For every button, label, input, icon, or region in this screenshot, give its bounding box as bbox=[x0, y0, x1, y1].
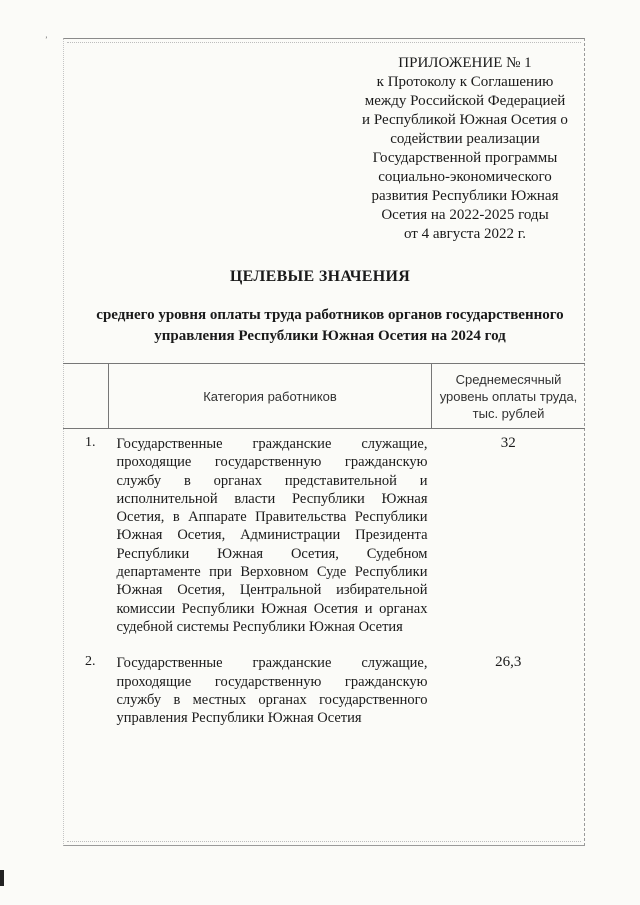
document-subtitle: среднего уровня оплаты труда работников органов государственного управления Республики Южная Осетия на 2024 год bbox=[96, 307, 564, 344]
row-category: Государственные гражданские служащие, проходящие государственную гражданскую службу в органах представительной и исполнительной власти Республики Южная Осетия, в Аппарате Правительства Республики Южная Осетия, Администрации Президента Республики Южная Осетия, Судебном департаменте при Верховном Суде Республики Южная Осетия, Центральной избирательной комиссии Республики Южная Осетия и органах судебной системы Республики Южная Осетия bbox=[116, 436, 428, 635]
annex-line: содействии реализации bbox=[390, 131, 540, 147]
header-category: Категория работников bbox=[109, 364, 432, 429]
annex-line: от 4 августа 2022 г. bbox=[403, 226, 526, 242]
row-category: Государственные гражданские служащие, проходящие государственную гражданскую службу в местных органах государственного управления Республики Южная Осетия bbox=[116, 655, 428, 727]
annex-line: ПРИЛОЖЕНИЕ № 1 bbox=[398, 55, 532, 71]
annex-line: между Российской Федерацией bbox=[364, 93, 566, 109]
annex-line: к Протоколу к Соглашению bbox=[376, 74, 554, 90]
row-number: 2. bbox=[85, 654, 96, 670]
scan-edge-mark bbox=[0, 870, 4, 886]
table-row bbox=[63, 648, 585, 727]
annex-line: Государственной программы bbox=[372, 150, 558, 166]
annex-block bbox=[330, 54, 600, 244]
header-wage: Среднемесячный уровень оплаты труда, тыс. рублей bbox=[432, 364, 586, 429]
annex-line: Осетия на 2022-2025 годы bbox=[381, 207, 549, 223]
annex-line: социально-экономического bbox=[378, 169, 552, 185]
annex-line: развития Республики Южная bbox=[371, 188, 559, 204]
row-wage-value: 26,3 bbox=[495, 654, 522, 671]
row-wage-value: 32 bbox=[500, 435, 516, 451]
row-number: 1. bbox=[85, 435, 96, 450]
header-number bbox=[63, 364, 109, 429]
scan-mark: ʼ bbox=[45, 35, 48, 44]
table-row bbox=[63, 429, 585, 649]
annex-line: и Республикой Южная Осетия о bbox=[362, 112, 568, 128]
wage-targets-table bbox=[63, 363, 585, 727]
document-title: ЦЕЛЕВЫЕ ЗНАЧЕНИЯ bbox=[229, 268, 411, 285]
table-header-row bbox=[63, 364, 585, 429]
